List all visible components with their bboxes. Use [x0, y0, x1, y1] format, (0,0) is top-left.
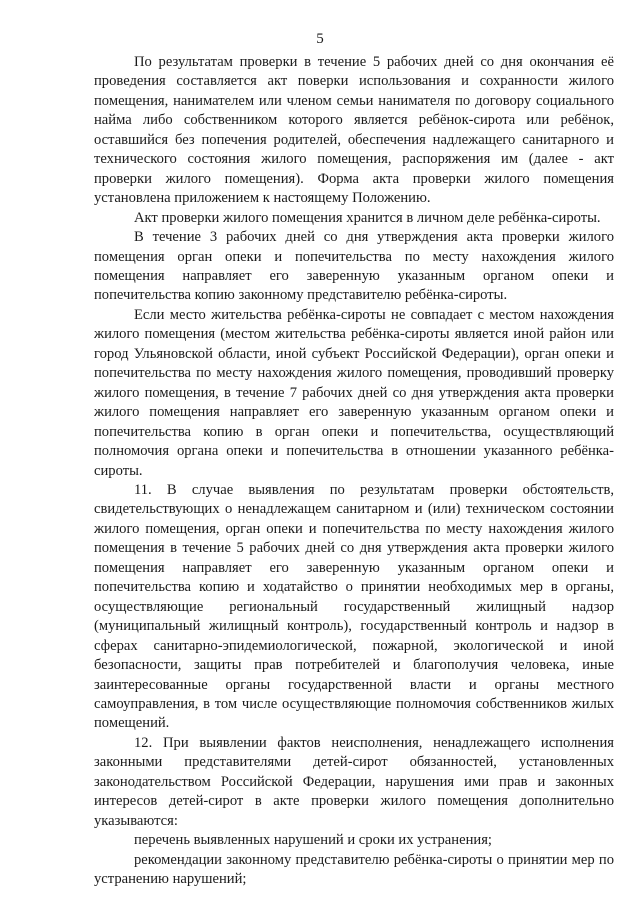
paragraph-act-storage: Акт проверки жилого помещения хранится в личном деле ребёнка-сироты. [134, 209, 601, 226]
paragraph-item-12: 12. При выявлении фактов неисполнения, ненадлежащего исполнения законными представителями детей-сирот обязанностей, установленных законодательством Российской Федерации, нарушения ими прав и законных интересов детей-сирот в акте проверки жилого помещения дополнительно указываются: [94, 734, 614, 829]
paragraph-copy-to-representative: В течение 3 рабочих дней со дня утверждения акта проверки жилого помещения орган опеки и попечительства по месту нахождения жилого помещения направляет его заверенную указанным органом опеки и попечительства копию законному представителю ребёнка-сироты. [94, 229, 614, 304]
paragraph-inspection-act: По результатам проверки в течение 5 рабочих дней со дня окончания её проведения составляется акт поверки использования и сохранности жилого помещения, нанимателем или членом семьи нанимателя по договору социального найма либо собственником которого является ребёнок-сирота или ребёнок, оставшийся без попечения родителей, обеспечения надлежащего санитарного и технического состояния жилого помещения, распоряжения им (далее - акт проверки жилого помещения). Форма акта проверки жилого помещения установлена приложением к настоящему Положению. [94, 54, 614, 207]
list-item-violations: перечень выявленных нарушений и сроки их устранения; [134, 832, 492, 849]
page-number: 5 [316, 31, 324, 47]
list-item-recommendations: рекомендации законному представителю ребёнка-сироты о принятии мер по устранению нарушений; [94, 851, 614, 888]
paragraph-item-11: 11. В случае выявления по результатам проверки обстоятельств, свидетельствующих о ненадлежащем санитарном и (или) техническом состоянии жилого помещения, орган опеки и попечительства по месту нахождения жилого помещения в течение 5 рабочих дней со дня утверждения акта проверки жилого помещения направляет его заверенную указанным органом опеки и попечительства копию и ходатайство о принятии необходимых мер в органы, осуществляющие региональный государственный жилищный надзор (муниципальный жилищный контроль), государственный контроль и надзор в сферах санитарно-эпидемиологической, пожарной, экологической и иной безопасности, защиты прав потребителей и благополучия человека, иные заинтересованные органы государственной власти и органы местного самоуправления, в том числе осуществляющие полномочия собственников жилых помещений. [94, 481, 614, 732]
document-body [94, 53, 614, 889]
paragraph-different-residence: Если место жительства ребёнка-сироты не совпадает с местом нахождения жилого помещения (местом жительства ребёнка-сироты является иной район или город Ульяновской области, иной субъект Российской Федерации), орган опеки и попечительства по месту нахождения жилого помещения, проводивший проверку жилого помещения, в течение 7 рабочих дней со дня утверждения акта проверки жилого помещения направляет его заверенную указанным органом опеки и попечительства копию в орган опеки и попечительства, осуществляющий полномочия органа опеки и попечительства в отношении указанного ребёнка-сироты. [94, 306, 614, 479]
